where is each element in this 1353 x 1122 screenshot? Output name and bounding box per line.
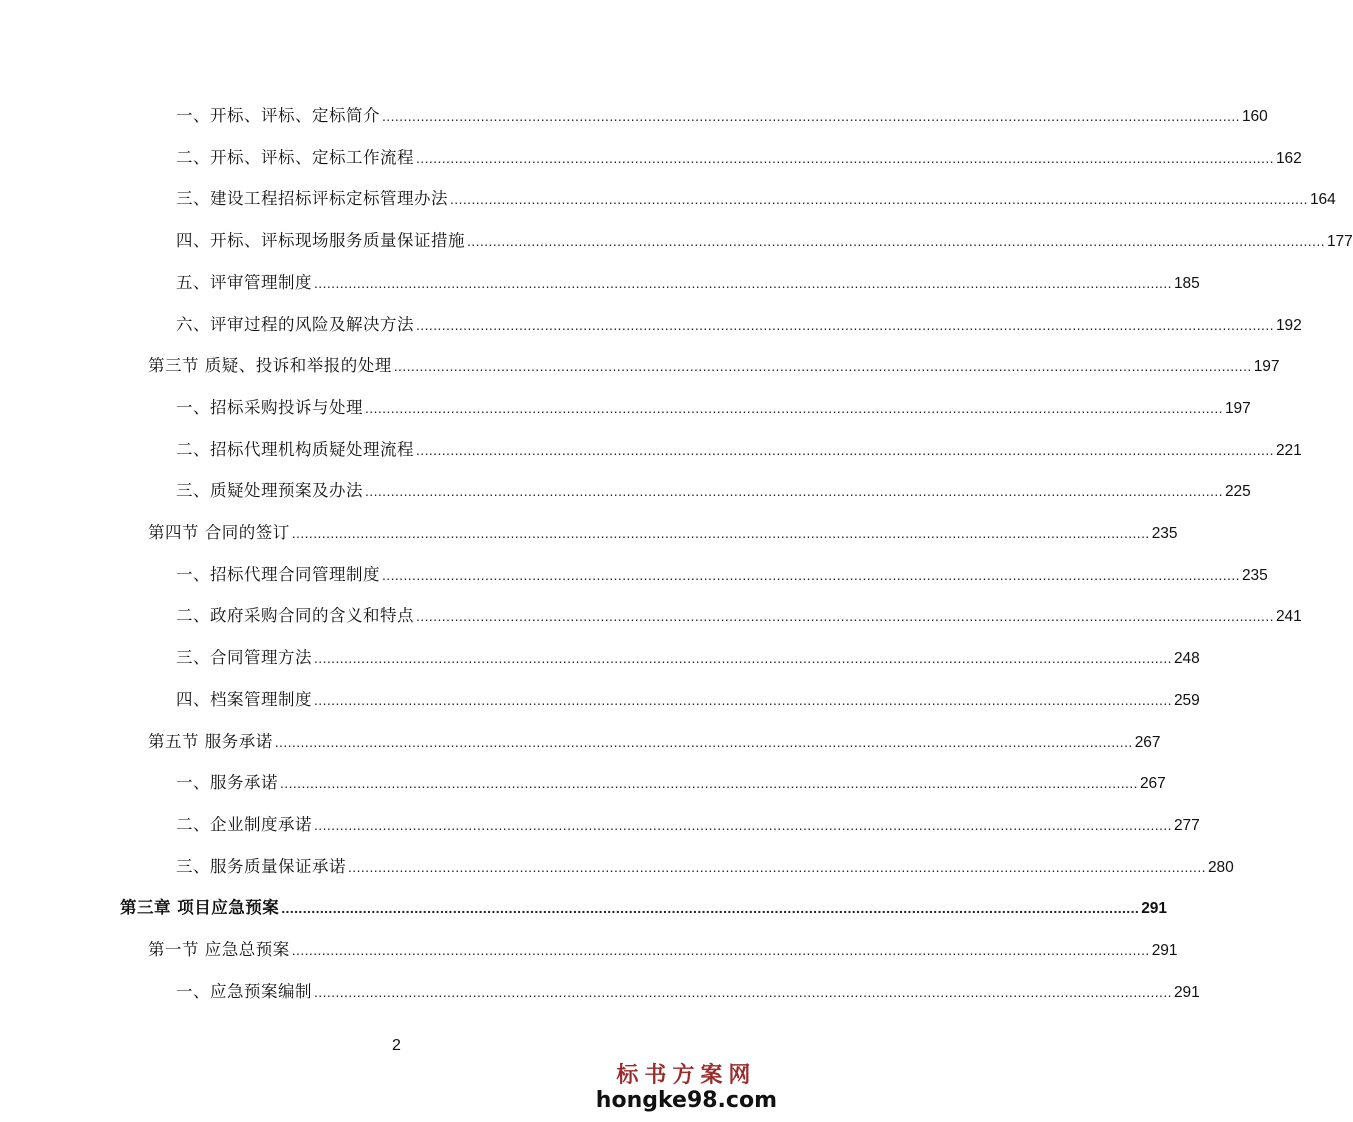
toc-entry-title: 五、评审管理制度 [176, 273, 312, 292]
watermark-url: hongke98.com [595, 1088, 777, 1113]
toc-entry[interactable] [176, 648, 1200, 668]
toc-entry[interactable] [176, 606, 1302, 626]
toc-entry-page: 235 [1241, 567, 1268, 584]
toc-entry-page: 197 [1224, 400, 1251, 417]
toc-entry[interactable] [176, 440, 1302, 460]
toc-entry-title: 四、档案管理制度 [176, 690, 312, 709]
toc-entry-page: 291 [1151, 942, 1178, 959]
toc-leader-dots: ........................................................................................................................................................................................................ [382, 567, 1240, 583]
toc-entry-title: 六、评审过程的风险及解决方法 [176, 315, 414, 334]
toc-entry-page: 267 [1134, 734, 1161, 751]
toc-entry[interactable] [176, 857, 1234, 877]
toc-leader-dots: ........................................................................................................................................................................................................ [291, 942, 1150, 958]
toc-leader-dots: ........................................................................................................................................................................................................ [450, 191, 1308, 207]
toc-leader-dots: ........................................................................................................................................................................................................ [393, 358, 1252, 374]
watermark-title: 标书方案网 [616, 1062, 757, 1088]
toc-entry-title: 三、质疑处理预案及办法 [176, 481, 363, 500]
toc-entry-page: 291 [1141, 900, 1168, 917]
toc-entry-title: 三、合同管理方法 [176, 648, 312, 667]
toc-entry-title: 二、企业制度承诺 [176, 815, 312, 834]
toc-entry-page: 160 [1241, 108, 1268, 125]
toc-leader-dots: ........................................................................................................................................................................................................ [280, 775, 1138, 791]
page-number: 2 [392, 1037, 401, 1054]
toc-entry-title: 四、开标、评标现场服务质量保证措施 [176, 231, 465, 250]
toc-entry-page: 259 [1173, 692, 1200, 709]
toc-entry[interactable] [176, 481, 1251, 501]
toc-leader-dots: ........................................................................................................................................................................................................ [291, 525, 1150, 541]
toc-leader-dots: ........................................................................................................................................................................................................ [416, 150, 1274, 166]
toc-entry-page: 267 [1139, 775, 1166, 792]
toc-leader-dots: ........................................................................................................................................................................................................ [314, 650, 1172, 666]
toc-entry[interactable] [148, 940, 1178, 960]
toc-leader-dots: ........................................................................................................................................................................................................ [416, 442, 1274, 458]
toc-entry-title: 第五节 服务承诺 [148, 732, 273, 751]
toc-leader-dots: ........................................................................................................................................................................................................ [281, 900, 1140, 916]
toc-leader-dots: ........................................................................................................................................................................................................ [314, 984, 1172, 1000]
toc-entry[interactable] [176, 315, 1302, 335]
toc-entry-page: 280 [1207, 859, 1234, 876]
toc-entry-title: 第三章 项目应急预案 [120, 898, 280, 917]
toc-leader-dots: ........................................................................................................................................................................................................ [416, 608, 1274, 624]
toc-entry[interactable] [148, 356, 1280, 376]
toc-entry-title: 三、建设工程招标评标定标管理办法 [176, 189, 448, 208]
watermark-logo [596, 1062, 777, 1114]
toc-entry-title: 二、招标代理机构质疑处理流程 [176, 440, 414, 459]
toc-leader-dots: ........................................................................................................................................................................................................ [274, 734, 1133, 750]
toc-leader-dots: ........................................................................................................................................................................................................ [314, 692, 1172, 708]
toc-leader-dots: ........................................................................................................................................................................................................ [382, 108, 1240, 124]
toc-entry[interactable] [176, 398, 1251, 418]
toc-entry-title: 二、政府采购合同的含义和特点 [176, 606, 414, 625]
toc-entry-page: 277 [1173, 817, 1200, 834]
toc-entry[interactable] [176, 815, 1200, 835]
toc-leader-dots: ........................................................................................................................................................................................................ [314, 817, 1172, 833]
toc-leader-dots: ........................................................................................................................................................................................................ [348, 859, 1206, 875]
toc-entry[interactable] [176, 773, 1166, 793]
toc-entry-title: 二、开标、评标、定标工作流程 [176, 148, 414, 167]
toc-entry-page: 197 [1253, 358, 1280, 375]
toc-entry-page: 221 [1275, 442, 1302, 459]
toc-entry-title: 一、服务承诺 [176, 773, 278, 792]
toc-entry-page: 185 [1173, 275, 1200, 292]
toc-entry-page: 248 [1173, 650, 1200, 667]
toc-leader-dots: ........................................................................................................................................................................................................ [314, 275, 1172, 291]
toc-entry[interactable] [176, 982, 1200, 1002]
toc-entry-page: 164 [1309, 191, 1336, 208]
toc-leader-dots: ........................................................................................................................................................................................................ [467, 233, 1325, 249]
toc-entry[interactable] [148, 523, 1178, 543]
toc-entry[interactable] [176, 106, 1268, 126]
toc-entry-title: 一、开标、评标、定标简介 [176, 106, 380, 125]
toc-entry-title: 第一节 应急总预案 [148, 940, 290, 959]
toc-entry-page: 291 [1173, 984, 1200, 1001]
toc-entry[interactable] [176, 189, 1336, 209]
toc-entry-title: 第四节 合同的签订 [148, 523, 290, 542]
toc-leader-dots: ........................................................................................................................................................................................................ [365, 483, 1223, 499]
toc-entry[interactable] [176, 565, 1268, 585]
toc-entry-title: 一、应急预案编制 [176, 982, 312, 1001]
toc-leader-dots: ........................................................................................................................................................................................................ [365, 400, 1223, 416]
toc-entry-page: 192 [1275, 317, 1302, 334]
toc-entry-page: 177 [1326, 233, 1353, 250]
toc-entry[interactable] [176, 231, 1353, 251]
toc-entry-title: 第三节 质疑、投诉和举报的处理 [148, 356, 392, 375]
toc-entry-page: 225 [1224, 483, 1251, 500]
toc-entry-title: 一、招标采购投诉与处理 [176, 398, 363, 417]
toc-entry-title: 一、招标代理合同管理制度 [176, 565, 380, 584]
toc-entry[interactable] [176, 148, 1302, 168]
toc-entry[interactable] [120, 898, 1168, 918]
toc-leader-dots: ........................................................................................................................................................................................................ [416, 317, 1274, 333]
toc-entry-page: 241 [1275, 608, 1302, 625]
toc-entry[interactable] [148, 732, 1161, 752]
toc-entry-page: 162 [1275, 150, 1302, 167]
toc-entry[interactable] [176, 690, 1200, 710]
toc-entry-page: 235 [1151, 525, 1178, 542]
toc-entry-title: 三、服务质量保证承诺 [176, 857, 346, 876]
toc-entry[interactable] [176, 273, 1200, 293]
